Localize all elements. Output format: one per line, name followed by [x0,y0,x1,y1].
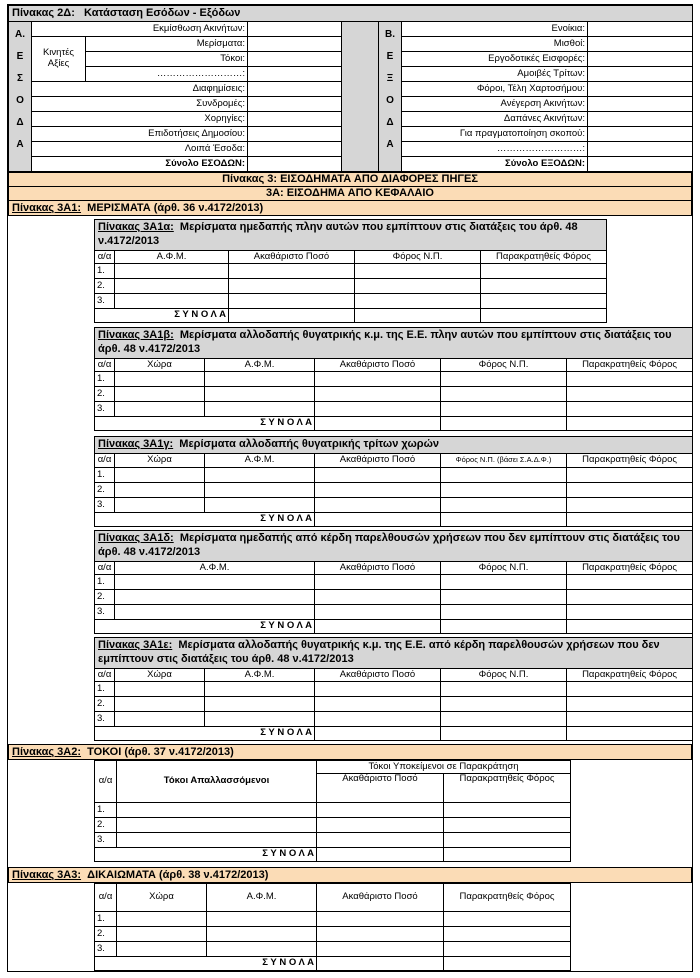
input-cell[interactable] [567,697,693,712]
totals-label: Σ Υ Ν Ο Λ Α [95,513,315,527]
table-3a1b-title: Μερίσματα αλλοδαπής θυγατρικής κ.μ. της Ε.Ε. πλην αυτών που εμπίπτουν στις διατάξεις του άρθ. 48 ν.4172/2013 [98,329,672,355]
table-3a1-heading [9,201,692,216]
row-number: 3. [95,833,117,848]
total-cell[interactable] [567,513,693,527]
total-cell[interactable] [355,309,481,323]
row-number: 3. [95,402,115,417]
row-number: 2. [95,279,115,294]
total-cell[interactable] [444,957,571,971]
table-3a1d-title: Μερίσματα ημεδαπής από κέρδη παρελθουσών χρήσεων που δεν εμπίπτουν στις διατάξεις του άρθ. 48 ν.4172/2013 [98,532,680,558]
table-3a1e [94,637,692,741]
table-row [95,803,571,818]
column-header: Χώρα [115,669,205,682]
expense-value-cell[interactable] [588,82,693,97]
expense-total-label: Σύνολο ΕΞΟΔΩΝ: [402,157,588,172]
input-cell[interactable] [567,575,693,590]
input-cell[interactable] [355,264,481,279]
table-3a1a-heading [95,220,607,251]
column-header: Παρακρατηθείς Φόρος [567,669,693,682]
input-cell[interactable] [317,818,444,833]
table-row [95,697,693,712]
total-cell[interactable] [441,513,567,527]
input-cell[interactable] [115,605,315,620]
table-3a2 [94,760,570,862]
input-cell[interactable] [355,279,481,294]
table-row [95,575,693,590]
total-cell[interactable] [441,417,567,431]
input-cell[interactable] [317,833,444,848]
table-row [95,590,693,605]
input-cell[interactable] [481,264,607,279]
input-cell[interactable] [317,803,444,818]
total-cell[interactable] [481,309,607,323]
table-2d-title: Κατάσταση Εσόδων - Εξόδων [84,7,241,20]
input-cell[interactable] [315,712,441,727]
expense-row-label: Εργοδοτικές Εισφορές: [402,52,588,67]
total-cell[interactable] [315,513,441,527]
column-header: Ακαθάριστο Ποσό [315,562,441,575]
column-header: α/α [95,884,117,912]
input-cell[interactable] [567,483,693,498]
column-header: Α.Φ.Μ. [205,359,315,372]
table-row [95,833,571,848]
column-header: Φόρος Ν.Π. [441,669,567,682]
column-header: Ακαθάριστο Ποσό [229,251,355,264]
table-3a1g-label: Πίνακας 3Α1γ: [98,438,174,451]
income-row-label: Τόκοι: [86,52,248,67]
row-number: 1. [95,264,115,279]
total-cell[interactable] [441,727,567,741]
income-total-label: Σύνολο ΕΣΟΔΩΝ: [32,157,248,172]
input-cell[interactable] [117,803,317,818]
column-header: Τόκοι Υποκείμενοι σε Παρακράτηση [317,761,571,774]
input-cell[interactable] [567,590,693,605]
total-cell[interactable] [567,727,693,741]
input-cell[interactable] [205,483,315,498]
input-cell[interactable] [207,942,317,957]
column-header: α/α [95,454,115,468]
table-3a-title: 3Α: ΕΙΣΟΔΗΜΑ ΑΠΟ ΚΕΦΑΛΑΙΟ [9,187,692,201]
table-3a1-title: ΜΕΡΙΣΜΑΤΑ (άρθ. 36 ν.4172/2013) [87,201,264,214]
total-cell[interactable] [567,620,693,634]
input-cell[interactable] [315,682,441,697]
input-cell[interactable] [115,682,205,697]
input-cell[interactable] [567,372,693,387]
kinites-axies-label: Κινητές Αξίες [32,37,86,82]
total-cell[interactable] [315,727,441,741]
row-number: 2. [95,818,117,833]
input-cell[interactable] [115,468,205,483]
row-number: 1. [95,372,115,387]
input-cell[interactable] [441,605,567,620]
esoda-letters [9,22,32,172]
total-cell[interactable] [229,309,355,323]
column-header: Α.Φ.Μ. [115,562,315,575]
table-row [95,912,571,927]
column-header: Παρακρατηθείς Φόρος [567,359,693,372]
input-cell[interactable] [115,590,315,605]
expense-value-cell[interactable] [588,127,693,142]
column-header: Παρακρατηθείς Φόρος [567,454,693,468]
totals-label: Σ Υ Ν Ο Λ Α [95,727,315,741]
table-3a2-label: Πίνακας 3Α2: [12,745,82,758]
total-cell[interactable] [441,620,567,634]
column-header: Παρακρατηθείς Φόρος [481,251,607,264]
input-cell[interactable] [441,575,567,590]
input-cell[interactable] [117,912,207,927]
row-number: 1. [95,803,117,818]
column-header: α/α [95,251,115,264]
column-header: Φόρος Ν.Π. [441,562,567,575]
input-cell[interactable] [315,387,441,402]
total-cell[interactable] [315,620,441,634]
income-value-cell[interactable] [248,52,342,67]
input-cell[interactable] [441,697,567,712]
input-cell[interactable] [115,264,229,279]
column-header: Φόρος Ν.Π. (βάσει Σ.Α.Δ.Φ.) [441,454,567,468]
total-cell[interactable] [444,848,571,862]
totals-label: Σ Υ Ν Ο Λ Α [95,957,317,971]
row-number: 2. [95,483,115,498]
input-cell[interactable] [115,372,205,387]
input-cell[interactable] [207,912,317,927]
table-row [95,927,571,942]
column-header: α/α [95,669,115,682]
input-cell[interactable] [567,468,693,483]
input-cell[interactable] [444,833,571,848]
column-header: Τόκοι Απαλλασσόμενοι [117,761,317,803]
input-cell[interactable] [205,402,315,417]
exoda-letter: Ε [386,51,394,62]
income-row-label: Λοιπά Έσοδα: [32,142,248,157]
exoda-letter: Α [386,139,394,150]
input-cell[interactable] [567,682,693,697]
column-header: Παρακρατηθείς Φόρος [567,562,693,575]
table-3a3-header [8,867,692,883]
table-2d [8,5,692,172]
input-cell[interactable] [355,294,481,309]
esoda-letter: Ε [16,51,24,62]
input-cell[interactable] [441,468,567,483]
table-row [95,264,607,279]
expense-value-cell[interactable] [588,142,693,157]
column-header: Παρακρατηθείς Φόρος [444,884,571,912]
column-header: Χώρα [117,884,207,912]
input-cell[interactable] [481,294,607,309]
input-cell[interactable] [315,697,441,712]
expense-row-label: ………………………: [402,142,588,157]
row-number: 2. [95,590,115,605]
income-value-cell[interactable] [248,97,342,112]
totals-label: Σ Υ Ν Ο Λ Α [95,848,317,862]
input-cell[interactable] [205,712,315,727]
input-cell[interactable] [441,372,567,387]
expense-row-label: Δαπάνες Ακινήτων: [402,112,588,127]
totals-label: Σ Υ Ν Ο Λ Α [95,309,229,323]
table-3a3 [94,883,570,971]
table-3a1b-label: Πίνακας 3Α1β: [98,329,174,342]
table-3-headers [8,172,692,216]
input-cell[interactable] [441,387,567,402]
table-3a3-heading [9,868,692,883]
row-number: 3. [95,712,115,727]
table-row [95,682,693,697]
expense-value-cell[interactable] [588,52,693,67]
input-cell[interactable] [317,927,444,942]
exoda-letter: Ο [386,95,394,106]
table-row [95,387,693,402]
input-cell[interactable] [315,402,441,417]
table-3a2-title: ΤΟΚΟΙ (άρθ. 37 ν.4172/2013) [87,745,234,758]
expense-value-cell[interactable] [588,112,693,127]
column-header: Α.Φ.Μ. [205,454,315,468]
input-cell[interactable] [315,498,441,513]
input-cell[interactable] [315,590,441,605]
column-header: Ακαθάριστο Ποσό [317,884,444,912]
expense-value-cell[interactable] [588,37,693,52]
column-header: Ακαθάριστο Ποσό [317,774,444,803]
table-3a1b [94,327,692,431]
table-3a1e-heading [95,638,693,669]
input-cell[interactable] [315,575,441,590]
totals-label: Σ Υ Ν Ο Λ Α [95,620,315,634]
expense-row-label: Φόροι, Τέλη Χαρτοσήμου: [402,82,588,97]
row-number: 1. [95,682,115,697]
exoda-letters [379,22,402,172]
income-value-cell[interactable] [248,67,342,82]
table-row [95,294,607,309]
input-cell[interactable] [567,712,693,727]
input-cell[interactable] [115,712,205,727]
table-3a3-label: Πίνακας 3Α3: [12,868,82,881]
input-cell[interactable] [315,372,441,387]
input-cell[interactable] [444,927,571,942]
table-3a1d [94,530,692,634]
input-cell[interactable] [444,912,571,927]
total-cell[interactable] [315,417,441,431]
expense-value-cell[interactable] [588,67,693,82]
table-3a1a-title: Μερίσματα ημεδαπής πλην αυτών που εμπίπτουν στις διατάξεις του άρθ. 48 ν.4172/2013 [98,221,578,247]
column-header: Χώρα [115,359,205,372]
input-cell[interactable] [115,498,205,513]
row-number: 3. [95,498,115,513]
input-cell[interactable] [115,575,315,590]
input-cell[interactable] [315,605,441,620]
row-number: 3. [95,942,117,957]
section-b-letter: Β. [385,29,395,40]
income-value-cell[interactable] [248,142,342,157]
esoda-letter: Ο [16,95,24,106]
input-cell[interactable] [229,279,355,294]
row-number: 3. [95,294,115,309]
input-cell[interactable] [441,483,567,498]
row-number: 1. [95,912,117,927]
table-3a1a-label: Πίνακας 3Α1α: [98,221,174,234]
expense-row-label: Για πραγματοποίηση σκοπού: [402,127,588,142]
table-3a1-label: Πίνακας 3Α1: [12,201,82,214]
row-number: 3. [95,605,115,620]
expense-value-cell[interactable] [588,22,693,37]
column-header: Α.Φ.Μ. [205,669,315,682]
expense-row-label: Αμοιβές Τρίτων: [402,67,588,82]
income-value-cell[interactable] [248,22,342,37]
input-cell[interactable] [205,372,315,387]
input-cell[interactable] [441,402,567,417]
column-divider [342,22,379,172]
totals-label: Σ Υ Ν Ο Λ Α [95,417,315,431]
row-number: 1. [95,575,115,590]
income-row-label: Μερίσματα: [86,37,248,52]
row-number: 1. [95,468,115,483]
column-header: Παρακρατηθείς Φόρος [444,774,571,803]
input-cell[interactable] [441,590,567,605]
input-cell[interactable] [567,402,693,417]
input-cell[interactable] [205,468,315,483]
total-cell[interactable] [317,848,444,862]
exoda-letter: Δ [386,117,394,128]
table-row [95,468,693,483]
input-cell[interactable] [207,927,317,942]
table-3a1d-heading [95,531,693,562]
column-header: Φόρος Ν.Π. [441,359,567,372]
income-row-label: Χορηγίες: [32,112,248,127]
income-value-cell[interactable] [248,127,342,142]
expense-total-cell[interactable] [588,157,693,172]
table-row [95,818,571,833]
table-row [95,279,607,294]
table-3a1a [94,219,606,323]
table-3a3-title: ΔΙΚΑΙΩΜΑΤΑ (άρθ. 38 ν.4172/2013) [87,868,269,881]
input-cell[interactable] [117,833,317,848]
input-cell[interactable] [115,697,205,712]
input-cell[interactable] [229,294,355,309]
table-row [95,498,693,513]
input-cell[interactable] [115,294,229,309]
income-row-label: ………………………: [86,67,248,82]
input-cell[interactable] [117,927,207,942]
table-3a1g [94,436,692,527]
income-value-cell[interactable] [248,112,342,127]
input-cell[interactable] [567,387,693,402]
total-cell[interactable] [317,957,444,971]
input-cell[interactable] [205,697,315,712]
total-cell[interactable] [567,417,693,431]
table-2d-label: Πίνακας 2Δ: [12,7,75,20]
esoda-letter: Α [16,139,24,150]
income-row-label: Εκμίσθωση Ακινήτων: [32,22,248,37]
table-3a1g-heading [95,437,693,454]
input-cell[interactable] [115,402,205,417]
table-3a1e-title: Μερίσματα αλλοδαπής θυγατρικής κ.μ. της Ε.Ε. από κέρδη παρελθουσών χρήσεων που δεν εμπίπτουν στις διατάξεις του άρθ. 48 ν.4172/2013 [98,639,660,665]
input-cell[interactable] [441,712,567,727]
input-cell[interactable] [115,279,229,294]
income-row-label: Συνδρομές: [32,97,248,112]
column-header: Α.Φ.Μ. [207,884,317,912]
income-row-label: Διαφημίσεις: [32,82,248,97]
table-2d-heading [9,6,693,22]
table-3a1e-label: Πίνακας 3Α1ε: [98,639,173,652]
esoda-letter: Σ [16,73,23,84]
expense-value-cell[interactable] [588,97,693,112]
input-cell[interactable] [117,818,317,833]
input-cell[interactable] [481,279,607,294]
row-number: 2. [95,697,115,712]
input-cell[interactable] [444,942,571,957]
column-header: α/α [95,562,115,575]
input-cell[interactable] [444,818,571,833]
input-cell[interactable] [117,942,207,957]
table-row [95,605,693,620]
column-header: Ακαθάριστο Ποσό [315,359,441,372]
expense-row-label: Μισθοί: [402,37,588,52]
table-row [95,402,693,417]
table-3a2-heading [9,745,692,760]
input-cell[interactable] [444,803,571,818]
column-header: Α.Φ.Μ. [115,251,229,264]
tax-form-page [7,4,693,972]
income-row-label: Επιδοτήσεις Δημοσίου: [32,127,248,142]
table-3a1b-heading [95,328,693,359]
exoda-letter: Ξ [386,73,394,84]
esoda-letter: Δ [16,117,24,128]
table-row [95,483,693,498]
input-cell[interactable] [229,264,355,279]
table-row [95,372,693,387]
section-a-letter: Α. [15,29,25,40]
table-row [95,712,693,727]
column-header: Ακαθάριστο Ποσό [315,454,441,468]
column-header: α/α [95,761,117,803]
input-cell[interactable] [115,387,205,402]
input-cell[interactable] [317,912,444,927]
table-3-title: Πίνακας 3: ΕΙΣΟΔΗΜΑΤΑ ΑΠΟ ΔΙΑΦΟΡΕΣ ΠΗΓΕΣ [9,173,692,187]
table-3a2-header [8,744,692,760]
row-number: 2. [95,387,115,402]
expense-row-label: Ανέγερση Ακινήτων: [402,97,588,112]
input-cell[interactable] [205,387,315,402]
input-cell[interactable] [567,605,693,620]
income-value-cell[interactable] [248,37,342,52]
column-header: Φόρος Ν.Π. [355,251,481,264]
table-row [95,942,571,957]
input-cell[interactable] [205,498,315,513]
income-total-cell[interactable] [248,157,342,172]
input-cell[interactable] [441,682,567,697]
input-cell[interactable] [567,498,693,513]
input-cell[interactable] [115,483,205,498]
input-cell[interactable] [317,942,444,957]
column-header: Χώρα [115,454,205,468]
column-header: Ακαθάριστο Ποσό [315,669,441,682]
input-cell[interactable] [315,468,441,483]
table-3a1g-title: Μερίσματα αλλοδαπής θυγατρικής τρίτων χωρών [179,438,439,451]
column-header: α/α [95,359,115,372]
income-value-cell[interactable] [248,82,342,97]
expense-row-label: Ενοίκια: [402,22,588,37]
input-cell[interactable] [441,498,567,513]
input-cell[interactable] [205,682,315,697]
table-3a1d-label: Πίνακας 3Α1δ: [98,532,174,545]
input-cell[interactable] [315,483,441,498]
row-number: 2. [95,927,117,942]
